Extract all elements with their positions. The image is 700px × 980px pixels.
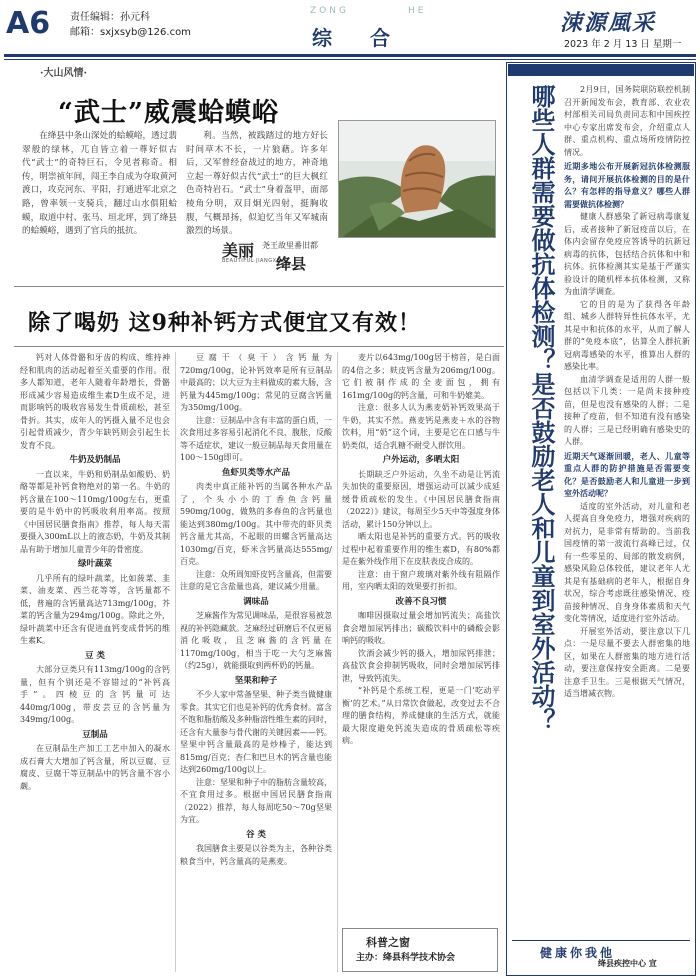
article1-title: “武士”威震蛤蟆峪 <box>58 98 279 128</box>
editor-email: 邮箱：sxjxsyb@126.com <box>70 27 191 38</box>
right-column-bar <box>508 64 694 76</box>
paragraph: 注意：坚果和种子中的脂肪含量较高，不宜食用过多。根据中国居民膳食指南（2022）推荐，每人每周吃50～70g坚果为宜。 <box>180 777 332 824</box>
footer-host: 主办：绛县科学技术协会 <box>356 953 456 963</box>
right-column-body <box>564 84 690 924</box>
author-county: 绛县 <box>276 255 307 273</box>
paragraph: 注意：很多人认为燕麦奶补钙效果高于牛奶，其实不然。燕麦钙是燕麦＋水的谷物饮料，用“奶”这个词，主要是它在口感与牛奶类似，适合乳糖不耐受人群饮用。 <box>342 403 500 450</box>
subheading: 调味品 <box>243 596 269 607</box>
subheading: 近期多地公布开展新冠抗体检测服务，请问开展抗体检测的目的是什么？有怎样的指导意义？哪些人群需要做抗体检测？ <box>564 161 690 209</box>
paragraph: 长期缺乏户外运动，久坐不动是让钙流失加快的重要原因，增强运动可以减少成延缓骨质疏松的发生。《中国居民膳食指南（2022）》建议，每周至少5天中等强度身体活动，累计150分钟以上。 <box>342 469 500 529</box>
author-name: 美丽 <box>222 241 255 260</box>
paragraph: 适度的室外活动，对儿童和老人提高自身免疫力，增强对疾病的对抗力，是非常有帮助的。当前我国疫情的第一波流行高峰已过，仅有一些零星的、局部的散发病例，感染风险总体较低，建议老年人尤其是有基础病的老年人，根据自身状况，综合考虑既往感染情况、疫苗接种情况、自身身体素质和天气变化等情况，适度进行室外活动。 <box>564 501 690 623</box>
paragraph: 肉类中真正能补钙的当属各种水产品了，个头小小的丁香鱼含钙量590mg/100g，做熟的多春鱼的含钙量也能达到380mg/100g。其中带壳的虾贝类钙含量尤其高，不起眼的田螺含钙量高达1030mg/百克，虾米含钙量高达555mg/百克。 <box>180 482 332 566</box>
paragraph: 麦片以643mg/100g居于榜首，是白面的4倍之多；麸皮钙含量为206mg/100g。它们被制作成的全麦面包，拥有161mg/100g的钙含量，可和牛奶媲美。 <box>342 353 500 400</box>
header-rule-thin <box>4 59 696 60</box>
article1-column-1: 在绛县中条山深处的蛤蟆峪，透过翡翠般的绿林，兀自皆立着一尊好似古代“武士”的奇特巨石，令见者称奇。相传，明崇祯年间，闯王李自成为夺取黄河渡口，攻克河东、平阳，打通进军北京之路，曾率领一支骑兵，翻过山水俱阻蛤蟆，取道中村、张马、垣北坪，到了绛县的蛤蟆峪，遇到了官兵的抵抗。 <box>22 131 177 237</box>
paragraph: 豆腐干（臭干）含钙量为720mg/100g，论补钙效率是所有豆制品中最高的；以大豆为主料做成的素大肠，含钙量为445mg/100g；常见的豆腐含钙量为350mg/100g。 <box>180 353 332 412</box>
page-number: A6 <box>6 6 51 41</box>
paragraph: 钙对人体骨骼和牙齿的构成、维持神经和肌肉的活动起着至关重要的作用。很多人都知道，老年人随着年龄增长，骨骼形成减少容易造成维生素D生成不足，进而影响钙的吸收容易发生骨质疏松，甚至骨折。其实，成年人的钙摄入量不足也会引起骨质减少，青少年缺钙则会引起生长发育不良。 <box>20 353 170 450</box>
newspaper-name: 涑源風采 <box>560 10 657 36</box>
footer-title: 科普之窗 <box>366 936 410 949</box>
paragraph: 一直以来，牛奶和奶制品如酸奶、奶酪等都是补钙食物绝对的第一名。牛奶的钙含量在100～110mg/100g左右，更重要的是牛奶中的钙吸收利用率高。按照《中国居民膳食指南》推荐，每人每天需要摄入300mL以上的液态奶，牛奶及其制品有助于增加儿童青少年的骨密度。 <box>20 469 170 554</box>
column-divider <box>337 352 338 972</box>
paragraph: 注意：豆制品中含有丰富的蛋白质，一次食用过多容易引起消化不良、腹胀，反酸等不适症状，建议一般豆制品每天食用量在100～150g即可。 <box>180 415 332 462</box>
subheading: 近期天气逐渐回暖，老人、儿童等重点人群的防护措施是否需要变化？是否鼓励老人和儿童进一步到室外活动呢？ <box>564 450 690 498</box>
article2-column-2 <box>180 352 332 972</box>
subheading: 绿叶蔬菜 <box>77 559 112 569</box>
paragraph: 芝麻酱作为常见调味品，是很容易被忽视的补钙隐藏款。芝麻经过研磨后不仅更易消化吸收，且芝麻酱的含钙量在1170mg/100g，相当于吃一大勺芝麻酱（约25g），就能摄取到两杯奶的钙量。 <box>180 611 332 670</box>
paragraph: 几乎所有的绿叶蔬菜，比如菠菜、韭菜、油麦菜、西兰花等等，含钙量都不低，普遍的含钙量高达713mg/100g，芥菜的钙含量为294mg/100g。除此之外，绿叶蔬菜中还含有促进血钙变成骨钙的维生素K。 <box>20 573 170 645</box>
right-footer-title: 健康你我他 <box>540 946 616 960</box>
subheading: 豆 类 <box>85 650 105 661</box>
rock-photo <box>338 120 496 238</box>
article1-column-2: 利。当然，被践踏过的地方好长时间草木不长，一片狼藉。许多年后，又军曾经奋战过的地方，神奇地立起一尊好似古代“武士”的巨大枫红色奇特岩石。“武士”身着盔甲，面部棱角分明，双目炯光四射，挺胸收腹，气概昂扬，似迫忆当年又军城南激烈的场景。 <box>186 131 328 237</box>
paragraph: 2月9日，国务院联防联控机制召开新闻发布会，教育部、农业农村部相关司局负责同志和中国疾控中心专家出席发布会，介绍重点人群、重点机构、重点场所疫情防控情况。 <box>564 85 690 157</box>
subheading: 坚果和种子 <box>234 675 278 686</box>
author-slogan-en: BEAUTIFUL JIANGXIAN <box>222 258 287 264</box>
paragraph: 健康人群感染了新冠病毒康复后，或者接种了新冠疫苗以后，在体内会留存免疫应答诱导的抗新冠病毒的抗体，包括结合抗体和中和抗体。抗体检测其实是基于严谨实验设计的随机样本抗体检测，又称为血清学调查。 <box>564 212 690 296</box>
editor-info <box>70 10 191 40</box>
paragraph: 它的目的是为了获得各年龄组、城乡人群特异性抗体水平，尤其是中和抗体的水平，从而了解人群的“免疫本底”，估算全人群抗新冠病毒感染的水平，推算出人群的感染比率。 <box>564 299 690 371</box>
right-column-title: 哪些人群需要做抗体检测？是否鼓励老人和儿童到室外活动？ <box>527 84 556 732</box>
divider <box>14 286 504 287</box>
subheading: 牛奶及奶制品 <box>69 455 121 465</box>
author-slogan: 尧王故里番旧都 <box>262 241 318 250</box>
issue-date: 2023 年 2 月 13 日 星期一 <box>564 39 682 50</box>
section-name-en-2: HE <box>408 6 427 16</box>
paragraph: 血清学调查是适用的人群一般包括以下几类：一是尚未接种疫苗，但是也没有感染的人群；二是接种了疫苗，但不知道有没有感染的人群；三是已经明确有感染史的人群。 <box>564 374 690 446</box>
paragraph: 咖啡因摄取过量会增加钙流失；高盐饮食会增加尿钙排出；碳酸饮料中的磷酸会影响钙的吸收。 <box>342 611 500 645</box>
subheading: 谷 类 <box>246 829 266 840</box>
paragraph: 大部分豆类只有113mg/100g的含钙量，但有个别还是不容错过的“补钙高手”。四棱豆的含钙量可达440mg/100g，带皮芸豆的含钙量为349mg/100g。 <box>20 665 170 724</box>
section-name-cn-2: 合 <box>370 26 390 50</box>
paragraph: 开展室外活动，要注意以下几点：一是尽量不要去人群密集的地区，如果在人群密集的地方进行活动，要注意保持安全距离。二是要注意手卫生。三是根据天气情况，适当增减衣物。 <box>564 626 690 698</box>
right-footer-org: 绛县疾控中心 宣 <box>598 958 657 968</box>
article2-column-1 <box>20 352 170 972</box>
section-label: ·大山风情· <box>40 68 87 79</box>
article2-title: 除了喝奶 这9种补钙方式便宜又有效！ <box>28 310 421 336</box>
paragraph: 在豆制品生产加工工艺中加入的凝水成石膏大大增加了钙含量，所以豆腐、豆腐皮、豆腐干等豆制品中的钙含量不容小觑。 <box>20 744 170 791</box>
subheading: 豆制品 <box>82 729 108 740</box>
paragraph: 不少人家中常备坚果、种子类当做健康零食。其实它们也是补钙的优秀食材。富含不饱和脂肪酸及多种脂溶性维生素的同时，还含有大量参与骨代谢的关键因素——钙。坚果中钙含量最高的是炒榛子，能达到815mg/百克；杏仁和巴旦木的钙含量也能达到260mg/100g以上。 <box>180 690 332 774</box>
editor-name: 责任编辑：孙元科 <box>70 12 150 23</box>
divider <box>14 346 504 347</box>
article2-column-3 <box>342 352 500 922</box>
paragraph: 晒太阳也是补钙的重要方式。钙的吸收过程中起着重要作用的维生素D，有80%都是在紫外线作用下在皮肤表皮合成的。 <box>342 532 500 566</box>
subheading: 改善不良习惯 <box>395 596 447 607</box>
paragraph: 我国膳食主要是以谷类为主，各种谷类粮食当中，钙含量高的是燕麦。 <box>180 844 332 866</box>
column-divider <box>175 352 176 972</box>
section-name-cn-1: 综 <box>312 26 332 50</box>
paragraph: 饮酒会减少钙的摄入，增加尿钙排泄；高盐饮食会抑制钙吸收，同时会增加尿钙排泄，导致钙流失。 <box>342 648 500 683</box>
paragraph: “补钙是个系统工程，更是一门‘吃动平衡’的艺术。”从日常饮食做起，改变过去不合理的膳食结构，养成健康的生活方式，就能最大限度避免钙流失造成的骨质疏松等疾病。 <box>342 686 500 745</box>
header-rule <box>4 54 696 57</box>
section-name-en-1: ZONG <box>310 6 349 16</box>
paragraph: 注意：由于窗户玻璃对紫外线有阻隔作用，室内晒太阳的效果要打折扣。 <box>342 569 500 591</box>
subheading: 鱼虾贝类等水产品 <box>221 467 290 478</box>
subheading: 户外运动，多晒太阳 <box>382 455 460 465</box>
paragraph: 注意：众所周知虾皮钙含量高，但需要注意的是它含盐量也高，建议减少用量。 <box>180 569 332 591</box>
